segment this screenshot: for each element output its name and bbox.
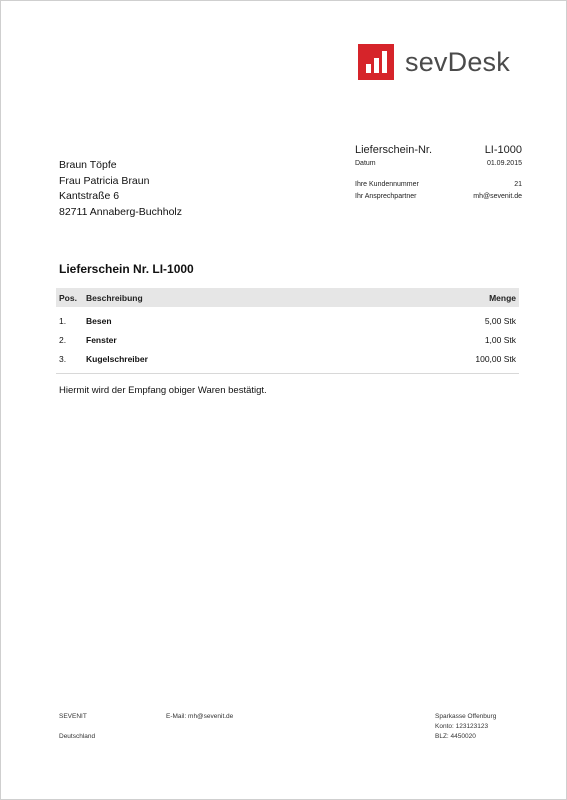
meta-contact-label: Ihr Ansprechpartner: [355, 193, 417, 200]
meta-number-row: [355, 143, 522, 158]
header-qty: Menge: [489, 292, 516, 303]
header-pos: Pos.: [59, 292, 77, 303]
recipient-contact: Frau Patricia Braun: [59, 174, 150, 187]
table-row: [56, 330, 519, 349]
meta-contact-value: mh@sevenit.de: [473, 193, 522, 200]
meta-number-label: Lieferschein-Nr.: [355, 144, 433, 156]
logo-text: sevDesk: [405, 47, 510, 77]
bar-chart-icon: [358, 44, 394, 80]
table-row: [56, 349, 519, 368]
footer-blz: BLZ: 4450020: [435, 733, 476, 740]
row-qty: 100,00 Stk: [475, 353, 516, 364]
meta-customer-label: Ihre Kundennummer: [355, 181, 419, 188]
meta-contact-row: [355, 191, 522, 203]
recipient-address: [59, 158, 182, 220]
table-body: [56, 307, 519, 374]
row-pos: 2.: [59, 334, 67, 345]
document-title: Lieferschein Nr. LI-1000: [59, 262, 194, 276]
row-qty: 1,00 Stk: [484, 334, 516, 345]
row-qty: 5,00 Stk: [484, 315, 516, 326]
footer-bank: Sparkasse Offenburg: [435, 713, 497, 720]
footer-country: Deutschland: [59, 733, 96, 740]
row-desc: Fenster: [86, 334, 117, 345]
recipient-city: 82711 Annaberg-Buchholz: [59, 205, 182, 218]
row-pos: 1.: [59, 315, 67, 326]
row-desc: Besen: [86, 315, 112, 326]
footer-company-block: [59, 712, 95, 742]
sevdesk-logo: [358, 44, 510, 80]
footer-company: SEVENIT: [59, 713, 87, 720]
meta-date-label: Datum: [355, 160, 376, 167]
meta-date-row: [355, 158, 522, 170]
recipient-street: Kantstraße 6: [59, 190, 120, 202]
meta-customer-value: 21: [514, 181, 522, 188]
recipient-company: Braun Töpfe: [59, 159, 117, 171]
table-row: [56, 311, 519, 330]
table-header: [56, 288, 519, 307]
confirmation-text: Hiermit wird der Empfang obiger Waren bestätigt.: [59, 385, 267, 396]
meta-number-value: LI-1000: [484, 144, 522, 156]
footer-contact-block: [166, 712, 233, 722]
footer-email: E-Mail: mh@sevenit.de: [166, 713, 234, 720]
row-pos: 3.: [59, 353, 67, 364]
meta-date-value: 01.09.2015: [486, 160, 522, 167]
footer-bank-block: [435, 712, 496, 742]
meta-customer-row: [355, 179, 522, 191]
document-meta: [355, 143, 522, 203]
items-table: [56, 288, 519, 374]
row-desc: Kugelschreiber: [86, 353, 148, 364]
header-desc: Beschreibung: [86, 292, 143, 303]
footer-account: Konto: 123123123: [435, 723, 489, 730]
